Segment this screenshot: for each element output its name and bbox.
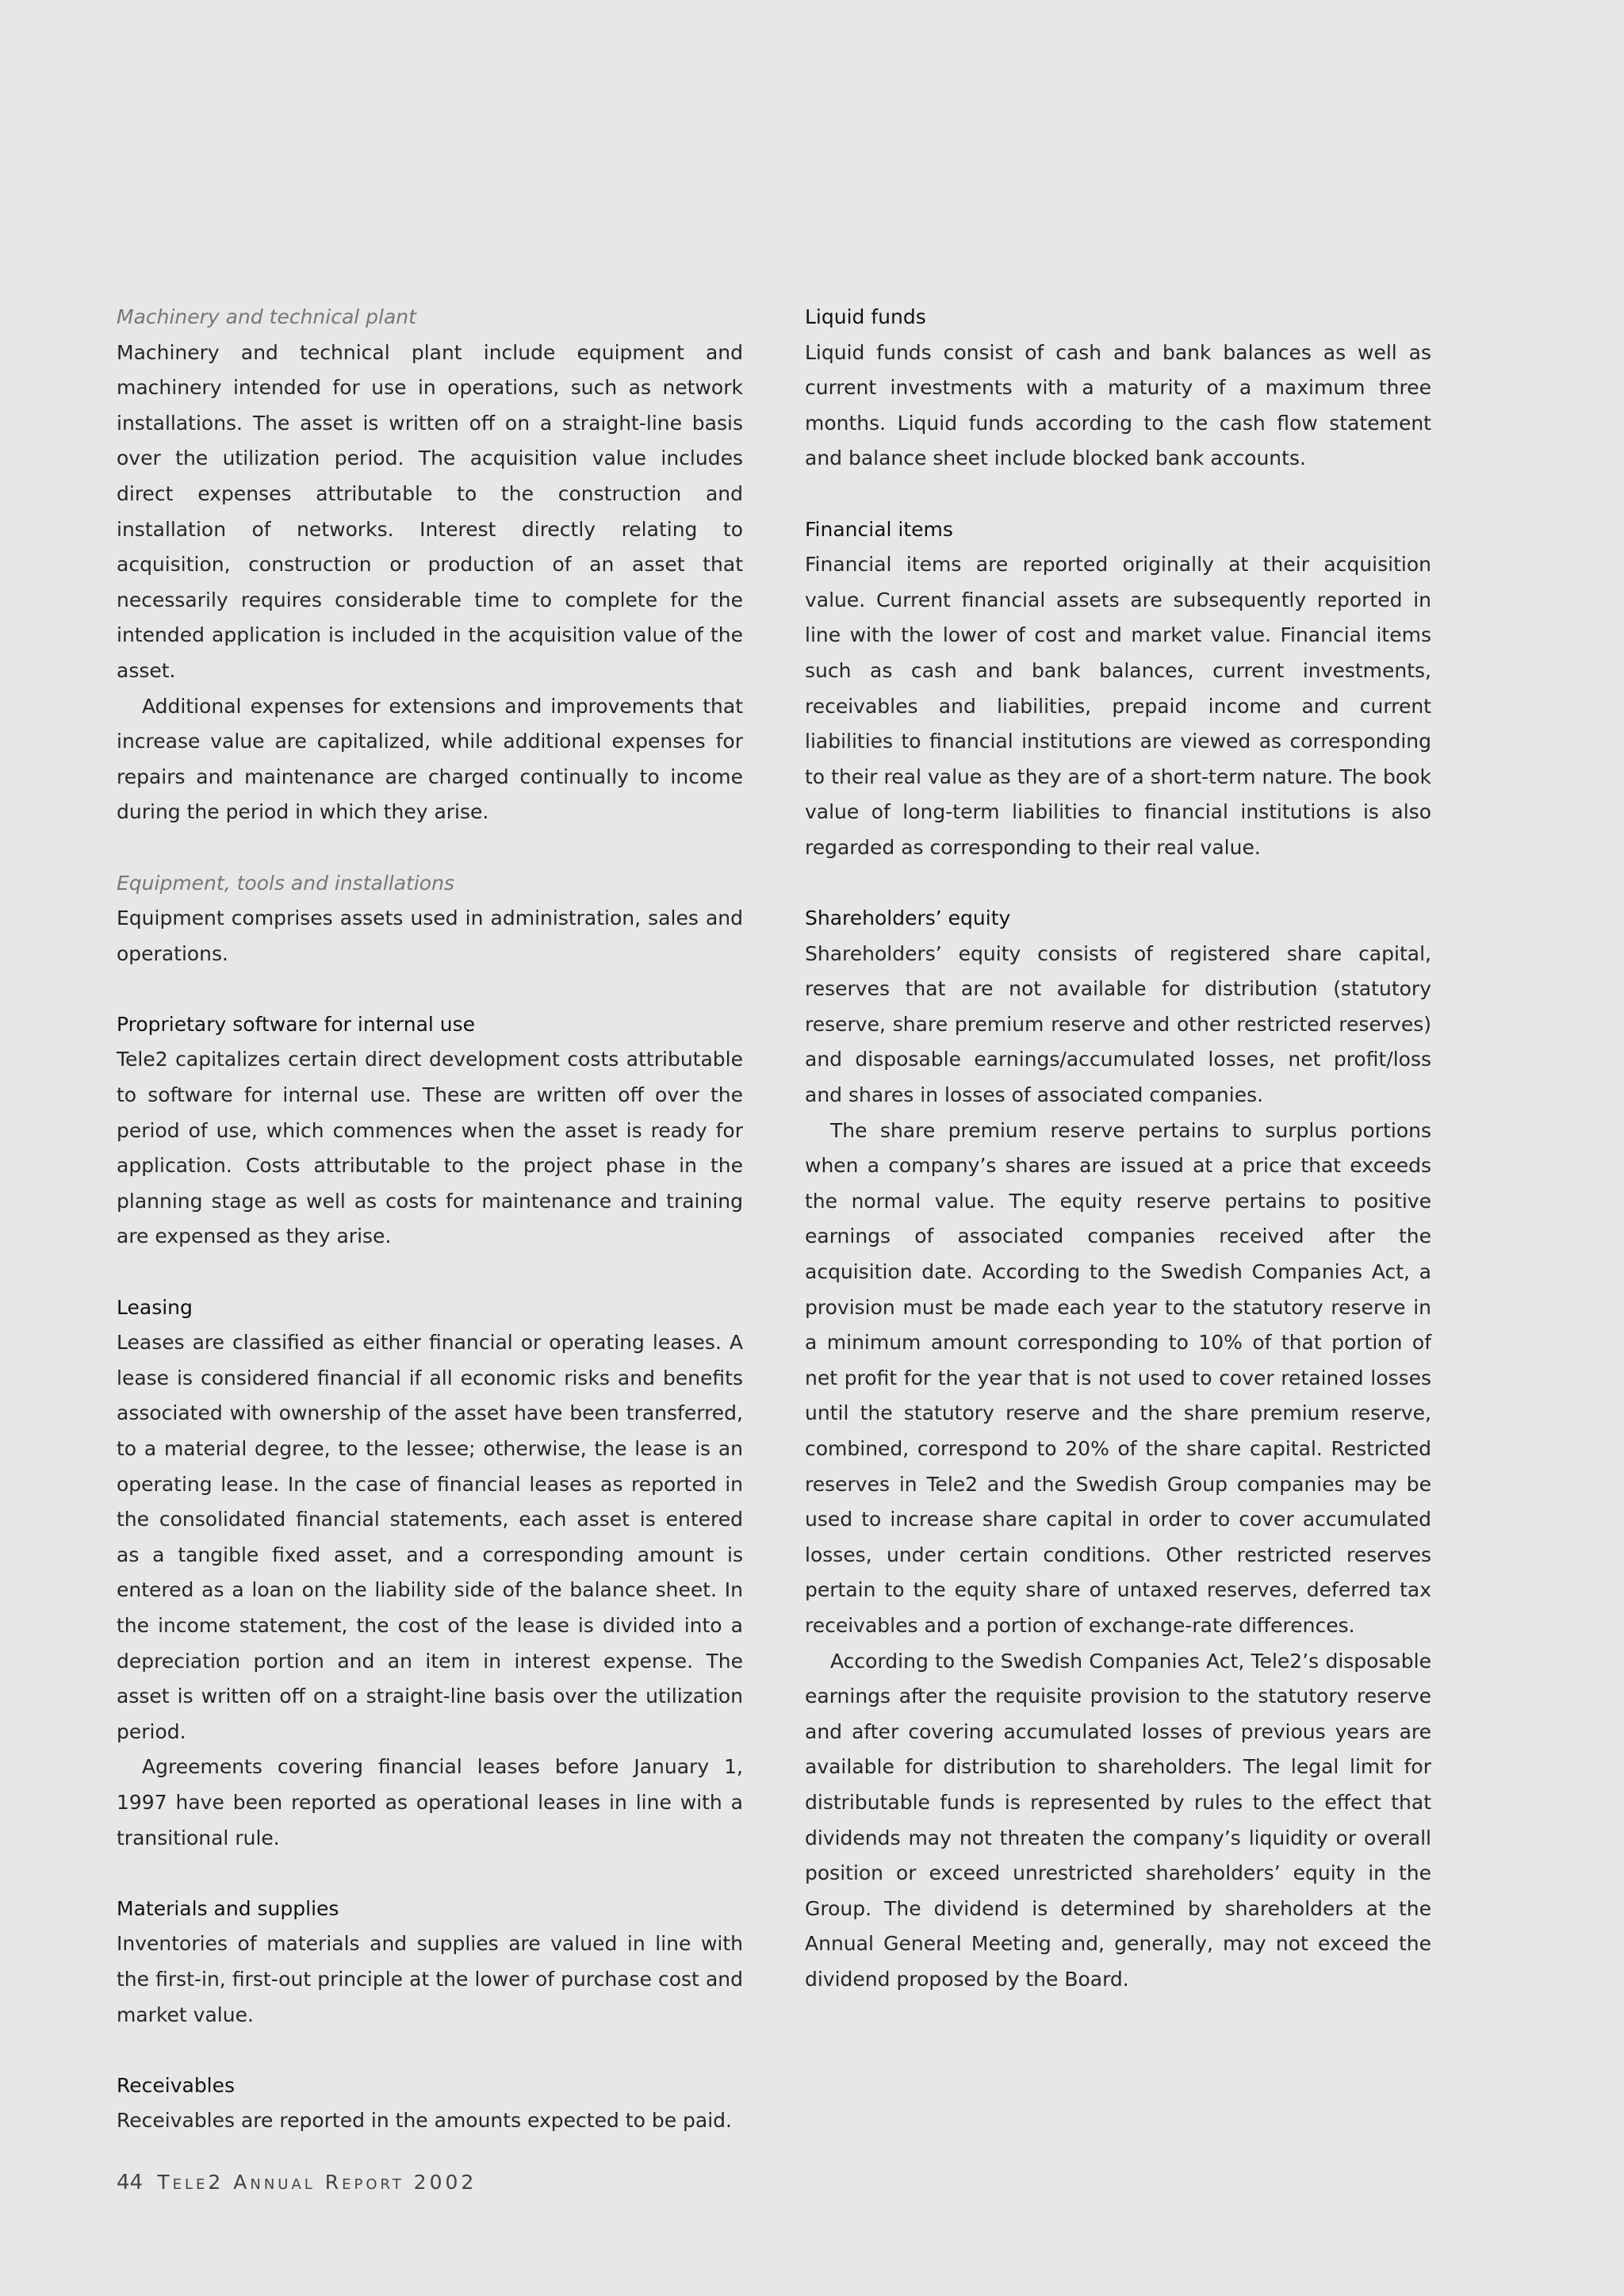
section-paragraph: Shareholders’ equity consists of registered share capital, reserves that are not available for distribution (statutory reserve, share premium reserve and other restricted reserves) and disposable earnings/accumulated losses, net profit/loss and shares in losses of associated companies. [805, 941, 1431, 1107]
section-financial-items [805, 512, 1431, 866]
section-heading: Machinery and technical plant [117, 305, 416, 328]
section-proprietary-software [117, 1007, 743, 1255]
section-heading: Materials and supplies [117, 1896, 339, 1920]
section-liquid-funds [805, 300, 1431, 477]
left-column [117, 300, 743, 2174]
section-heading: Leasing [117, 1295, 193, 1319]
section-paragraph: Financial items are reported originally at their acquisition value. Current financial assets are subsequently reported in line with the lower of cost and market value. Financial items such as cash and bank balances, current investments, receivables and liabilities, prepaid income and current liabilities to financial institutions are viewed as corresponding to their real value as they are of a short-term nature. The book value of long-term liabilities to financial institutions is also regarded as corresponding to their real value. [805, 553, 1431, 859]
section-receivables [117, 2068, 743, 2139]
report-title: Tele2 Annual Report 2002 [157, 2171, 477, 2194]
section-equipment-tools-installations [117, 866, 743, 972]
section-paragraph: Leases are classified as either financial or operating leases. A lease is considered financial if all economic risks and benefits associated with ownership of the asset have been transferred, to a material degree, to the lessee; otherwise, the lease is an operating lease. In the case of financial leases as reported in the consolidated financial statements, each asset is entered as a tangible fixed asset, and a corresponding amount is entered as a loan on the liability side of the balance sheet. In the income statement, the cost of the lease is divided into a depreciation portion and an item in interest expense. The asset is written off on a straight-line basis over the utilization period. [117, 1331, 743, 1743]
section-paragraph: Liquid funds consist of cash and bank balances as well as current investments with a maturity of a maximum three months. Liquid funds according to the cash flow statement and balance sheet include blocked bank accounts. [805, 340, 1431, 470]
section-heading: Equipment, tools and installations [117, 871, 454, 895]
page-footer [117, 2171, 477, 2194]
section-heading: Shareholders’ equity [805, 907, 1011, 930]
section-paragraph: Tele2 capitalizes certain direct development costs attributable to software for internal use. These are written off over the period of use, which commences when the asset is ready for application. Costs attributable to the project phase in the planning stage as well as costs for maintenance and training are expensed as they arise. [117, 1048, 743, 1248]
section-paragraph: Additional expenses for extensions and improvements that increase value are capitalized, while additional expenses for repairs and maintenance are charged continually to income during the period in which they arise. [117, 694, 743, 824]
section-leasing [117, 1290, 743, 1857]
section-paragraph: Inventories of materials and supplies are valued in line with the first-in, first-out principle at the lower of purchase cost and market value. [117, 1932, 743, 2026]
section-heading: Proprietary software for internal use [117, 1012, 476, 1036]
section-paragraph: Machinery and technical plant include equipment and machinery intended for use in operations, such as network installations. The asset is written off on a straight-line basis over the utilization period. The acquisition value includes direct expenses attributable to the construction and installation of networks. Interest directly relating to acquisition, construction or production of an asset that necessarily requires considerable time to complete for the intended application is included in the acquisition value of the asset. [117, 340, 743, 682]
section-machinery-and-technical-plant [117, 300, 743, 830]
section-shareholders-equity [805, 901, 1431, 1997]
section-paragraph: Receivables are reported in the amounts expected to be paid. [117, 2109, 732, 2133]
section-heading: Receivables [117, 2073, 236, 2097]
right-column [805, 300, 1431, 2033]
section-paragraph: Agreements covering financial leases before January 1, 1997 have been reported as operational leases in line with a transitional rule. [117, 1755, 743, 1849]
section-heading: Financial items [805, 517, 953, 541]
section-paragraph: The share premium reserve pertains to surplus portions when a company’s shares are issued at a price that exceeds the normal value. The equity reserve pertains to positive earnings of associated companies received after the acquisition date. According to the Swedish Companies Act, a provision must be made each year to the statutory reserve in a minimum amount corresponding to 10% of that portion of net profit for the year that is not used to cover retained losses until the statutory reserve and the share premium reserve, combined, correspond to 20% of the share capital. Restricted reserves in Tele2 and the Swedish Group companies may be used to increase share capital in order to cover accumulated losses, under certain conditions. Other restricted reserves pertain to the equity share of untaxed reserves, deferred tax receivables and a portion of exchange-rate differences. [805, 1118, 1431, 1637]
section-heading: Liquid funds [805, 305, 926, 328]
page-number: 44 [117, 2171, 144, 2194]
section-paragraph: According to the Swedish Companies Act, Tele2’s disposable earnings after the requisite provision to the statutory reserve and after covering accumulated losses of previous years are available for distribution to shareholders. The legal limit for distributable funds is represented by rules to the effect that dividends may not threaten the company’s liquidity or overall position or exceed unrestricted shareholders’ equity in the Group. The dividend is determined by shareholders at the Annual General Meeting and, generally, may not exceed the dividend proposed by the Board. [805, 1649, 1431, 1991]
section-materials-and-supplies [117, 1892, 743, 2033]
section-paragraph: Equipment comprises assets used in administration, sales and operations. [117, 907, 743, 965]
